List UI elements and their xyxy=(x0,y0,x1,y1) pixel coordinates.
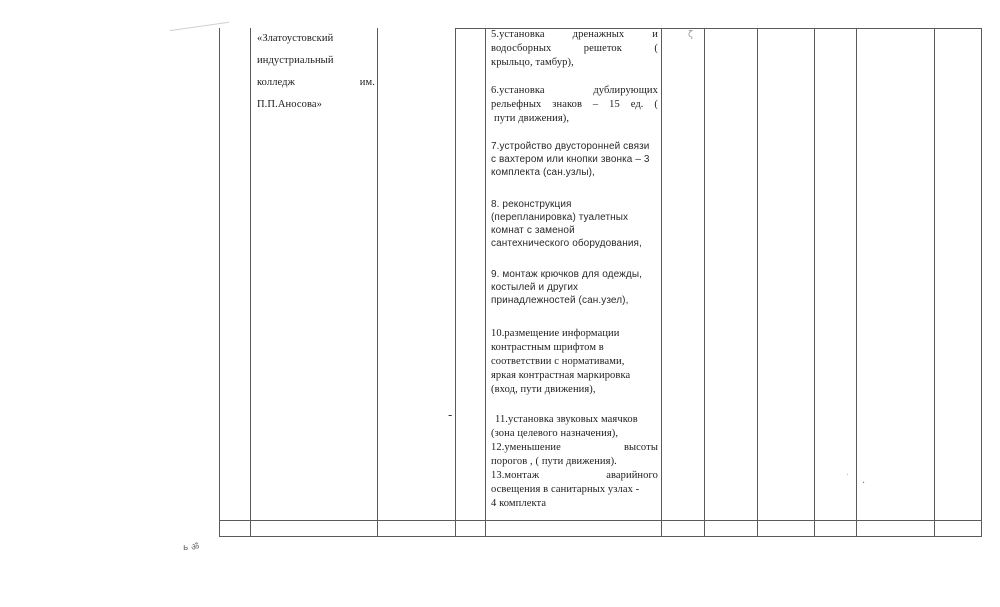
org-line: индустриальный xyxy=(257,55,334,66)
table-col-line xyxy=(661,28,662,537)
measure-line: принадлежностей (сан.узел), xyxy=(491,295,629,306)
stray-scribble: ь ॐ xyxy=(183,543,200,553)
measure-line: 8. реконструкция xyxy=(491,199,572,210)
measures-list xyxy=(491,28,658,511)
measure-item xyxy=(491,268,658,307)
measure-line: 6.установка дублирующих xyxy=(491,85,658,96)
measure-item xyxy=(491,198,658,250)
org-line xyxy=(257,72,375,94)
measure-line: комплекта (сан.узлы), xyxy=(491,167,595,178)
table-col-line xyxy=(704,28,705,537)
measure-line: крыльцо, тамбур), xyxy=(491,57,574,68)
stray-dash: - xyxy=(448,408,453,422)
measure-line: пути движения), xyxy=(494,113,570,124)
measure-line: соответствии с нормативами, xyxy=(491,356,625,367)
measure-line: освещения в санитарных узлах - xyxy=(491,484,640,495)
table-col-line xyxy=(757,28,758,537)
measure-line: 12.уменьшение высоты xyxy=(491,442,658,453)
table-col-line xyxy=(981,28,982,537)
measure-item xyxy=(491,28,658,70)
measure-line: (перепланировка) туалетных xyxy=(491,212,629,223)
measure-line: сантехнического оборудования, xyxy=(491,238,642,249)
measure-line: (вход, пути движения), xyxy=(491,384,596,395)
org-word: им. xyxy=(359,77,375,88)
org-line: «Златоустовский xyxy=(257,33,334,44)
measure-item xyxy=(491,441,658,469)
stray-dot: · xyxy=(846,470,850,481)
table-col-line xyxy=(377,28,378,537)
org-word: колледж xyxy=(257,77,295,88)
table-bottom-border xyxy=(219,536,982,537)
measure-item xyxy=(491,469,658,511)
measure-line: (зона целевого назначения), xyxy=(491,428,619,439)
measure-line: 5.установка дренажных и xyxy=(491,29,658,40)
table-col-line xyxy=(219,28,220,537)
measure-line: 10.размещение информации xyxy=(491,328,620,339)
stray-dot: · xyxy=(862,478,866,489)
measure-line: костылей и других xyxy=(491,282,579,293)
organization-name xyxy=(257,28,375,116)
measure-line: с вахтером или кнопки звонка – 3 xyxy=(491,154,650,165)
table-col-line xyxy=(934,28,935,537)
measure-line: яркая контрастная маркировка xyxy=(491,370,631,381)
table-col-line xyxy=(455,28,456,537)
measure-line: 9. монтаж крючков для одежды, xyxy=(491,269,643,280)
table-row-divider xyxy=(219,520,982,521)
measure-line: контрастным шрифтом в xyxy=(491,342,604,353)
measure-line: 7.устройство двусторонней связи xyxy=(491,141,650,152)
measure-item xyxy=(491,84,658,126)
table-col-line xyxy=(485,28,486,537)
measure-item xyxy=(491,327,658,397)
measure-item xyxy=(491,413,658,441)
measure-line: порогов , ( пути движения). xyxy=(491,456,617,467)
measure-item xyxy=(491,140,658,179)
table-col-line xyxy=(250,28,251,537)
table-col-line xyxy=(856,28,857,537)
measure-line: комнат с заменой xyxy=(491,225,575,236)
org-line: П.П.Аносова» xyxy=(257,99,322,110)
measure-line: водосборных решеток ( xyxy=(491,43,658,54)
page-edge-shadow xyxy=(167,2,229,31)
measure-line: рельефных знаков – 15 ед. ( xyxy=(491,99,658,110)
measure-line: 11.установка звуковых маячков xyxy=(495,414,638,425)
table-col-line xyxy=(814,28,815,537)
stray-glyph: ζ xyxy=(688,30,693,40)
measure-line: 13.монтаж аварийного xyxy=(491,470,658,481)
measure-line: 4 комплекта xyxy=(491,498,547,509)
